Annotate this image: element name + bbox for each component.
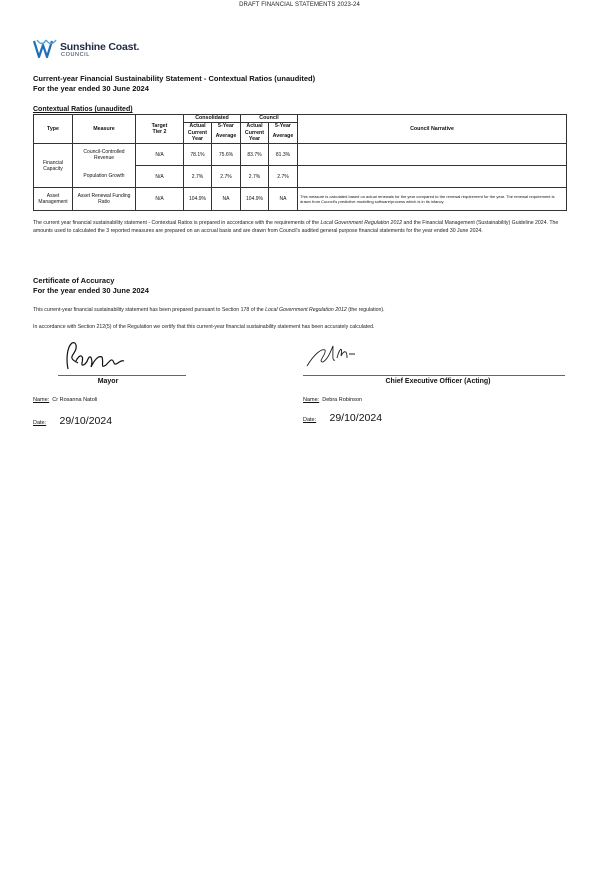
header-narrative: Council Narrative [298,115,567,144]
mayor-name-line [33,397,97,403]
row-council-average: 2.7% [269,166,298,188]
table-caption: Contextual Ratios (unaudited) [33,106,133,113]
mayor-signature-icon [58,339,130,375]
row-target: N/A [136,166,184,188]
row-narrative [298,166,567,188]
row-cons-actual: 104.9% [184,188,212,211]
page-subtitle: For the year ended 30 June 2024 [33,84,149,93]
row-type-asset-management: Asset Management [34,188,73,211]
ceo-date-label: Date: [303,417,317,423]
cert-regulation: Local Government Regulation 2012 [265,307,347,313]
note-text-1: The current year financial sustainability statement - Contextual Ratios is prepared in accordance with the requirements of the [33,220,321,226]
note-regulation: Local Government Regulation 2012 [320,220,403,226]
row-cons-average: 75.6% [212,144,241,166]
header-consolidated: Consolidated [184,115,241,123]
row-council-actual: 83.7% [241,144,269,166]
row-measure: Asset Renewal Funding Ratio [73,188,136,211]
ceo-date-line [303,408,382,426]
row-measure: Council-Controlled Revenue [73,144,136,166]
header-council: Council [241,115,298,123]
header-cons-5year: 5-Year [212,122,241,129]
header-council-average: Average [269,129,298,144]
row-target: N/A [136,188,184,211]
ceo-name: Debra Robinson [322,397,363,403]
ceo-role: Chief Executive Officer (Acting) [385,378,491,385]
row-narrative: This measure is calculated based on actual renewals for the year compared to the renewal requirement for the year. The renewal requirement is drawn from Council's predictive modelling software/process which is in its infancy. [298,188,567,211]
row-cons-average: NA [212,188,241,211]
mayor-name-label: Name: [33,397,50,403]
certificate-paragraph-1 [33,306,565,314]
mayor-date-line [33,411,112,429]
waves-logo-icon [33,37,59,61]
row-target: N/A [136,144,184,166]
header-type: Type [34,115,73,144]
row-council-average: 81.3% [269,144,298,166]
header-cons-current-year: Current Year [184,129,212,144]
certificate-subtitle: For the year ended 30 June 2024 [33,286,149,295]
note-paragraph [33,219,565,235]
header-council-actual: Actual [241,122,269,129]
certificate-paragraph-2: In accordance with Section 212(5) of the Regulation we certify that this current-year financial sustainability statement has been accurately calculated. [33,324,375,330]
table-row [34,166,567,188]
header-target [136,115,184,144]
header-target-tier: Tier 2 [152,129,167,135]
ceo-name-line [303,397,362,403]
row-cons-actual: 78.1% [184,144,212,166]
ceo-date: 29/10/2024 [329,412,383,424]
mayor-name: Cr Rosanna Natoli [52,397,98,403]
header-target-label: Target [151,122,168,129]
row-cons-actual: 2.7% [184,166,212,188]
note-text-2: and the Financial Management (Sustainability) Guideline 2024. The amounts used to calculated the 3 reported measures are prepared on an accrual basis and are drawn from Council's audited general purpose financial statements for the year ended 30 June 2024. [33,220,559,234]
mayor-role: Mayor [97,378,119,385]
page-title: Current-year Financial Sustainability Statement - Contextual Ratios (unaudited) [33,74,316,83]
logo-subtitle: COUNCIL [61,52,90,58]
row-cons-average: 2.7% [212,166,241,188]
header-council-current-year: Current Year [241,129,269,144]
header-cons-actual: Actual [184,122,212,129]
cert-text-1a: This current-year financial sustainability statement has been prepared pursuant to Section 178 of the [33,307,266,313]
logo-name: Sunshine Coast. [60,41,140,53]
ceo-signature-icon [303,340,363,370]
cert-text-1b: (the regulation). [346,307,385,313]
ceo-signature-line [303,375,565,376]
mayor-signature-line [58,375,186,376]
header-council-5year: 5-Year [269,122,298,129]
row-council-actual: 104.9% [241,188,269,211]
row-type-financial-capacity: Financial Capacity [34,144,73,188]
header-cons-average: Average [212,129,241,144]
mayor-date: 29/10/2024 [59,415,113,427]
table-row [34,144,567,166]
row-council-actual: 2.7% [241,166,269,188]
table-row [34,188,567,211]
header-measure: Measure [73,115,136,144]
ceo-name-label: Name: [303,397,320,403]
row-measure: Population Growth [73,166,136,188]
table-header-row [34,115,567,123]
row-narrative [298,144,567,166]
draft-banner: DRAFT FINANCIAL STATEMENTS 2023-24 [239,2,360,8]
contextual-ratios-table [33,114,567,211]
certificate-title: Certificate of Accuracy [33,276,115,285]
council-logo [33,37,143,61]
mayor-date-label: Date: [33,420,47,426]
row-council-average: NA [269,188,298,211]
